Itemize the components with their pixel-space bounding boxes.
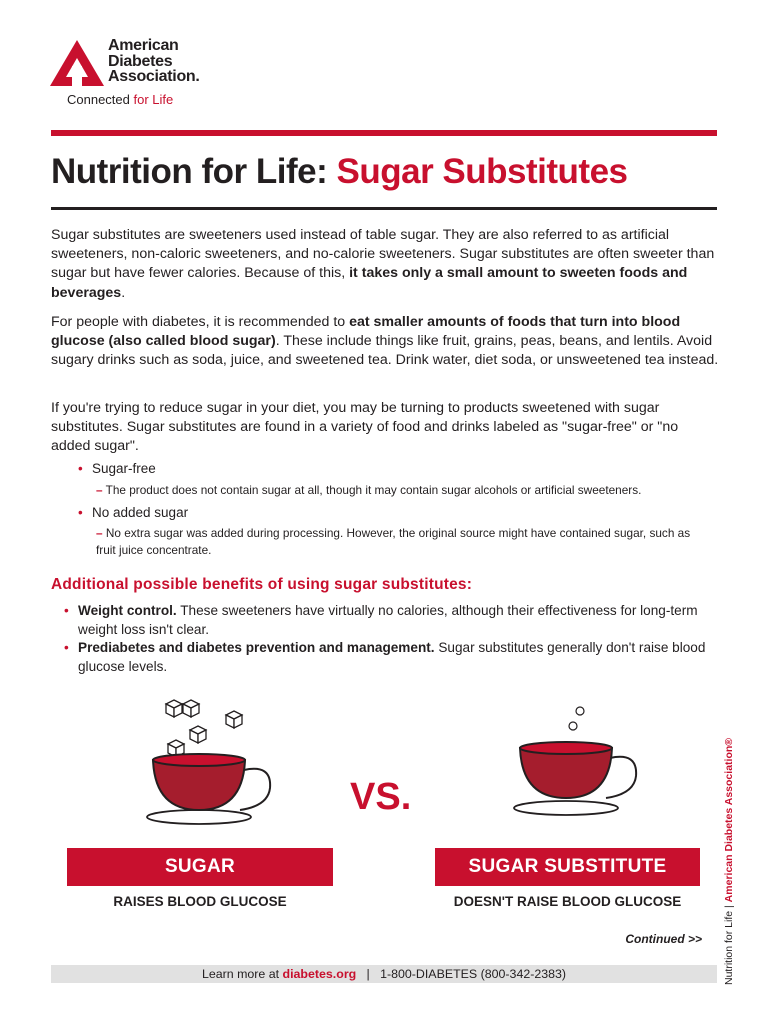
footer-phone: 1-800-DIABETES (800-342-2383) (380, 967, 567, 981)
label-definition-text: No extra sugar was added during processing. However, the original source might have contained sugar, such as fruit juice concentrate. (96, 526, 691, 557)
intro-text: Sugar substitutes are sweeteners used instead of table sugar. They are also referred to as artificial sweeteners, non-caloric sweeteners, and no-calorie sweeteners. Sugar substitutes are often sweeter than sugar but have fewer calories. Because of this, (51, 227, 715, 282)
bullet-icon: • (64, 640, 69, 655)
label-item-no-added-sugar (78, 504, 188, 522)
label-definition (96, 482, 726, 499)
labels-paragraph: If you're trying to reduce sugar in your diet, you may be turning to products sweetened with sugar substitutes. Sugar substitutes are found in a variety of food and drinks labeled as "sugar-free" or "no added sugar". (51, 400, 679, 455)
intro-end: . (121, 284, 126, 301)
para2-emphasis: eat smaller amounts of foods that turn into blood glucose (also called blood sugar) (51, 314, 681, 350)
side-vertical-label (723, 738, 735, 985)
benefit-title: Prediabetes and diabetes prevention and management. (78, 640, 435, 655)
tea-cup-icon (147, 754, 270, 824)
sugar-cube-icon (166, 700, 242, 757)
intro-emphasis: it takes only a small amount to sweeten foods and beverages (51, 265, 688, 301)
benefit-text: These sweeteners have virtually no calories, although their effectiveness for long-term weight loss isn't clear. (78, 603, 698, 637)
ada-logo-wordmark (108, 38, 200, 85)
logo-tagline (67, 92, 173, 107)
title-bottom-rule (51, 207, 717, 210)
bubble-icon (569, 707, 584, 730)
label-item-sugar-free (78, 460, 156, 478)
side-text: Nutrition for Life | (723, 902, 735, 985)
tagline-accent: for Life (133, 92, 174, 107)
label-term: Sugar-free (92, 461, 156, 476)
para2-text-1: For people with diabetes, it is recommended to (51, 314, 350, 330)
tagline-prefix: Connected (67, 92, 134, 107)
footer-website-link[interactable]: diabetes.org (282, 967, 357, 981)
benefit-title: Weight control. (78, 603, 177, 618)
continued-link[interactable]: Continued >> (625, 932, 702, 946)
ada-logo-icon (50, 40, 104, 86)
bullet-icon: • (64, 603, 69, 618)
page-title (51, 152, 628, 192)
dash-icon: – (96, 483, 103, 497)
substitute-label-banner: SUGAR SUBSTITUTE (435, 848, 700, 886)
benefit-text: Sugar substitutes generally don't raise blood glucose levels. (78, 640, 706, 674)
intro-paragraph (51, 226, 721, 303)
title-topic: Sugar Substitutes (336, 152, 628, 191)
sugar-caption: RAISES BLOOD GLUCOSE (113, 894, 287, 909)
label-definition (96, 525, 706, 559)
logo-line-3: Association. (108, 68, 200, 85)
benefit-item (64, 602, 708, 639)
side-accent: American Diabetes Association® (723, 737, 735, 903)
dash-icon: – (96, 526, 103, 540)
logo-line-2: Diabetes (108, 52, 173, 70)
bullet-icon: • (78, 461, 83, 476)
para2-text-2: . These include things like fruit, grains, peas, beans, and lentils. Avoid sugary drinks such as soda, juice, and sweetened tea. Drink water, diet soda, or unsweetened tea instead. (51, 333, 719, 369)
benefit-item (64, 639, 708, 676)
label-term: No added sugar (92, 505, 189, 520)
versus-label: VS. (350, 776, 412, 818)
tea-cup-icon (514, 742, 636, 815)
title-prefix: Nutrition for Life: (51, 152, 337, 191)
label-definition-text: The product does not contain sugar at all, though it may contain sugar alcohols or artificial sweeteners. (105, 483, 642, 497)
bullet-icon: • (78, 505, 83, 520)
title-top-rule (51, 130, 717, 136)
logo-line-1: American (108, 37, 179, 54)
sugar-label-banner: SUGAR (67, 848, 333, 886)
substitute-caption: DOESN'T RAISE BLOOD GLUCOSE (453, 894, 682, 909)
footer-prefix: Learn more at (201, 967, 283, 981)
footer-bar (51, 965, 717, 983)
footer-separator: | (356, 967, 381, 981)
diabetes-paragraph (51, 313, 721, 371)
benefits-heading: Additional possible benefits of using sugar substitutes: (51, 576, 473, 593)
